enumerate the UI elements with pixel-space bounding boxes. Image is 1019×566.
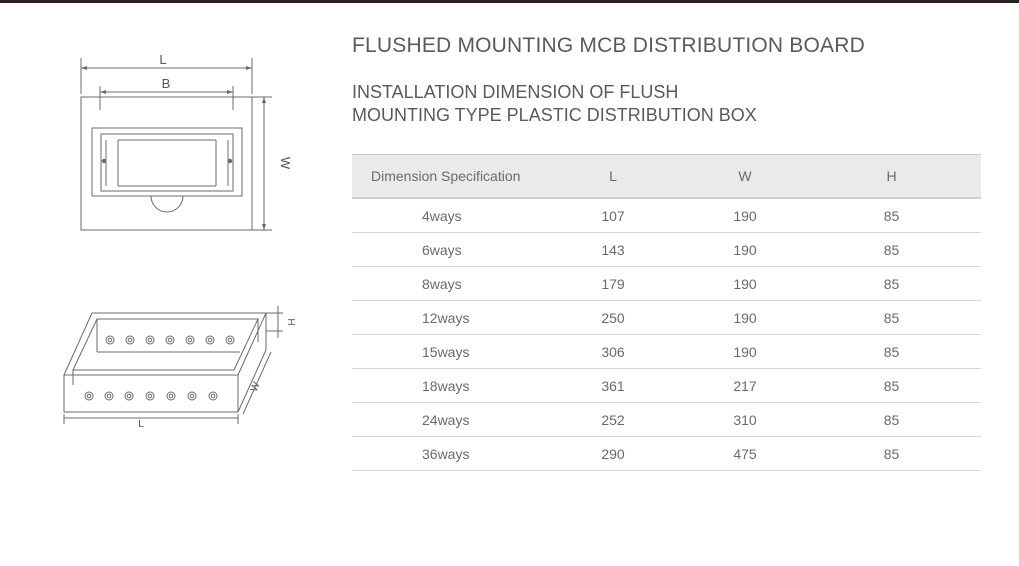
iso-label-w: W (248, 380, 263, 394)
iso-label-h: H (285, 318, 296, 326)
page-subtitle (352, 81, 757, 127)
header-l: L (538, 155, 688, 199)
cell-l: 143 (538, 233, 688, 267)
table-row (352, 369, 981, 403)
table-row (352, 267, 981, 301)
cell-l: 306 (538, 335, 688, 369)
cell-spec: 4ways (352, 198, 538, 233)
table-row (352, 233, 981, 267)
front-label-w: W (278, 156, 293, 170)
table-header-row (352, 155, 981, 199)
cell-h: 85 (802, 437, 981, 471)
table-row (352, 403, 981, 437)
cell-h: 85 (802, 369, 981, 403)
cell-l: 290 (538, 437, 688, 471)
cell-h: 85 (802, 403, 981, 437)
cell-spec: 8ways (352, 267, 538, 301)
cell-w: 190 (688, 335, 802, 369)
cell-w: 190 (688, 233, 802, 267)
cell-spec: 15ways (352, 335, 538, 369)
table-row (352, 198, 981, 233)
table-row (352, 301, 981, 335)
cell-h: 85 (802, 301, 981, 335)
subtitle-line-1: INSTALLATION DIMENSION OF FLUSH (352, 82, 679, 102)
cell-l: 107 (538, 198, 688, 233)
header-h: H (802, 155, 981, 199)
cell-h: 85 (802, 335, 981, 369)
iso-label-l: L (138, 419, 144, 430)
table-row (352, 437, 981, 471)
cell-spec: 24ways (352, 403, 538, 437)
cell-spec: 36ways (352, 437, 538, 471)
header-w: W (688, 155, 802, 199)
cell-w: 217 (688, 369, 802, 403)
cell-h: 85 (802, 233, 981, 267)
cell-l: 361 (538, 369, 688, 403)
dimension-table (352, 154, 981, 471)
header-dimension-specification: Dimension Specification (352, 155, 538, 199)
subtitle-line-2: MOUNTING TYPE PLASTIC DISTRIBUTION BOX (352, 105, 757, 125)
cell-spec: 18ways (352, 369, 538, 403)
cell-w: 475 (688, 437, 802, 471)
cell-w: 190 (688, 267, 802, 301)
cell-l: 179 (538, 267, 688, 301)
front-view-drawing (0, 0, 340, 250)
cell-l: 252 (538, 403, 688, 437)
page-title: FLUSHED MOUNTING MCB DISTRIBUTION BOARD (352, 34, 865, 57)
cell-w: 190 (688, 198, 802, 233)
cell-spec: 6ways (352, 233, 538, 267)
table-row (352, 335, 981, 369)
front-label-l: L (159, 52, 167, 67)
isometric-view-drawing (0, 290, 340, 440)
front-label-b: B (161, 76, 171, 91)
cell-w: 190 (688, 301, 802, 335)
cell-spec: 12ways (352, 301, 538, 335)
cell-w: 310 (688, 403, 802, 437)
cell-h: 85 (802, 198, 981, 233)
cell-h: 85 (802, 267, 981, 301)
cell-l: 250 (538, 301, 688, 335)
